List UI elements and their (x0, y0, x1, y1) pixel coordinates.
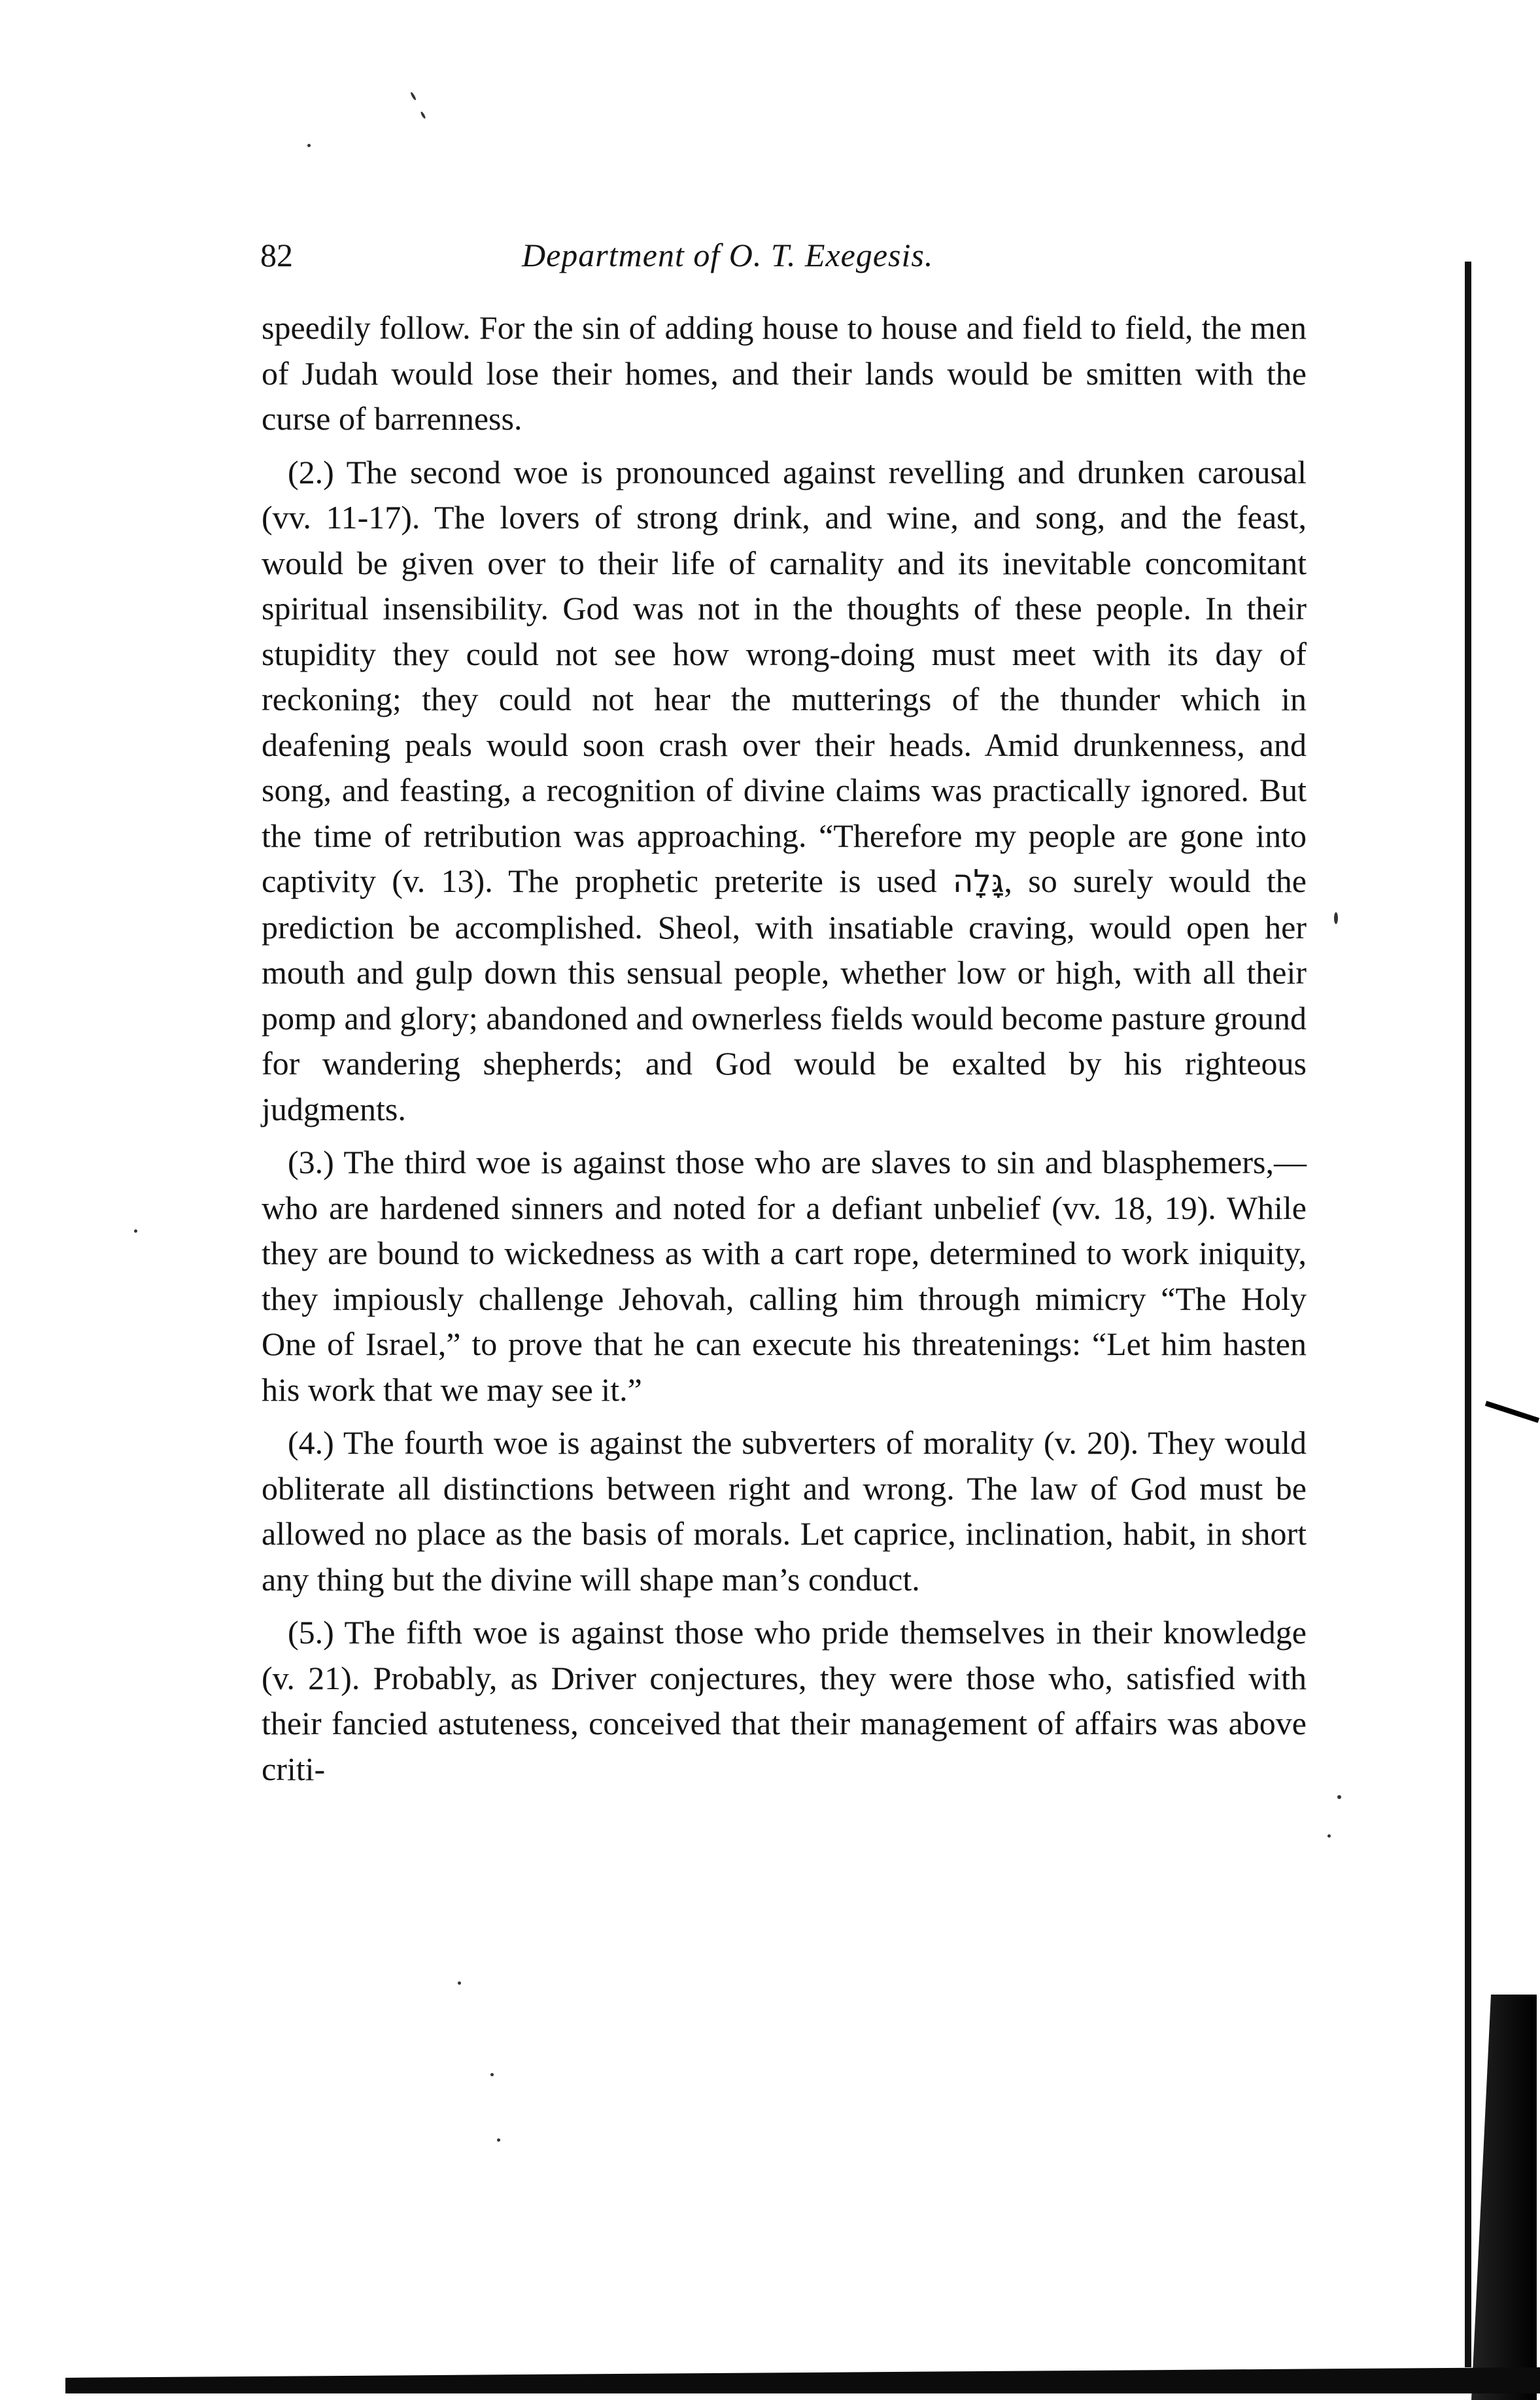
paragraph-1 (262, 305, 1307, 442)
running-head (260, 232, 1307, 278)
scan-speck (134, 1229, 137, 1233)
scan-speck (497, 2138, 500, 2142)
paragraph-1-text: speedily follow. For the sin of adding house to house and field to field, the men of Judah would lose their homes, and their lands would be smitten with the curse of barrenness. (262, 309, 1307, 437)
scan-speck (307, 144, 311, 147)
page-edge-shadow-bottom (65, 2367, 1540, 2393)
page-edge-shadow-right (1465, 262, 1471, 2367)
scan-speck (458, 1981, 461, 1985)
paragraph-second-woe-text: (2.) The second woe is pronounced against revelling and drunken carousal (vv. 11-17). The lovers of strong drink, and wine, and song, and the feast, would be given over to their life of carnality and its inevitable concomitant spiritual insensibility. God was not in the thoughts of these people. In their stupidity they could not see how wrong-doing must meet with its day of reckoning; they could not hear the mutterings of the thunder which in deafening peals would soon crash over their heads. Amid drunkenness, and song, and feasting, a recognition of divine claims was practically ignored. But the time of retribution was approaching. “Therefore my people are gone into captivity (v. 13). The prophetic preterite is used (262, 453, 1307, 899)
paragraph-second-woe-text-after: , so surely would the prediction be accomplished. Sheol, with insatiable craving, would open her mouth and gulp down this sensual people, whether low or high, with all their pomp and glory; abandoned and ownerless fields would become pasture ground for wandering shepherds; and God would be exalted by his righteous judgments. (262, 863, 1307, 1127)
scan-speck (490, 2073, 494, 2076)
scan-speck (420, 111, 426, 119)
paragraph-fourth-woe (262, 1420, 1307, 1602)
scan-speck (1327, 1834, 1331, 1838)
paragraph-third-woe (262, 1140, 1307, 1413)
body-text (262, 305, 1307, 1800)
page-edge-shadow-corner (1471, 1995, 1537, 2400)
page-edge-notch (1485, 1401, 1539, 1423)
scan-speck (1337, 1795, 1341, 1799)
paragraph-fifth-woe (262, 1610, 1307, 1792)
paragraph-fourth-woe-text: (4.) The fourth woe is against the subverters of morality (v. 20). They would obliterate all distinctions between right and wrong. The law of God must be allowed no place as the basis of morals. Let caprice, inclination, habit, in short any thing but the divine will shape man’s conduct. (262, 1424, 1307, 1598)
hebrew-word: גָּלָה (952, 863, 1004, 900)
scan-speck (410, 92, 417, 101)
paragraph-third-woe-text: (3.) The third woe is against those who are slaves to sin and blasphemers,—who are hardened sinners and noted for a defiant unbelief (vv. 18, 19). While they are bound to wickedness as with a cart rope, determined to work iniquity, they impiously challenge Jehovah, calling him through mimicry “The Holy One of Israel,” to prove that he can execute his threatenings: “Let him hasten his work that we may see it.” (262, 1144, 1307, 1408)
scan-speck (1334, 912, 1338, 924)
running-title: Department of O. T. Exegesis. (522, 237, 934, 273)
page-number: 82 (260, 237, 293, 273)
paragraph-second-woe (262, 450, 1307, 1133)
paragraph-fifth-woe-text: (5.) The fifth woe is against those who pride themselves in their knowledge (v. 21). Probably, as Driver conjectures, they were those who, satisfied with their fancied astuteness, conceived that their management of affairs was above criti- (262, 1614, 1307, 1787)
